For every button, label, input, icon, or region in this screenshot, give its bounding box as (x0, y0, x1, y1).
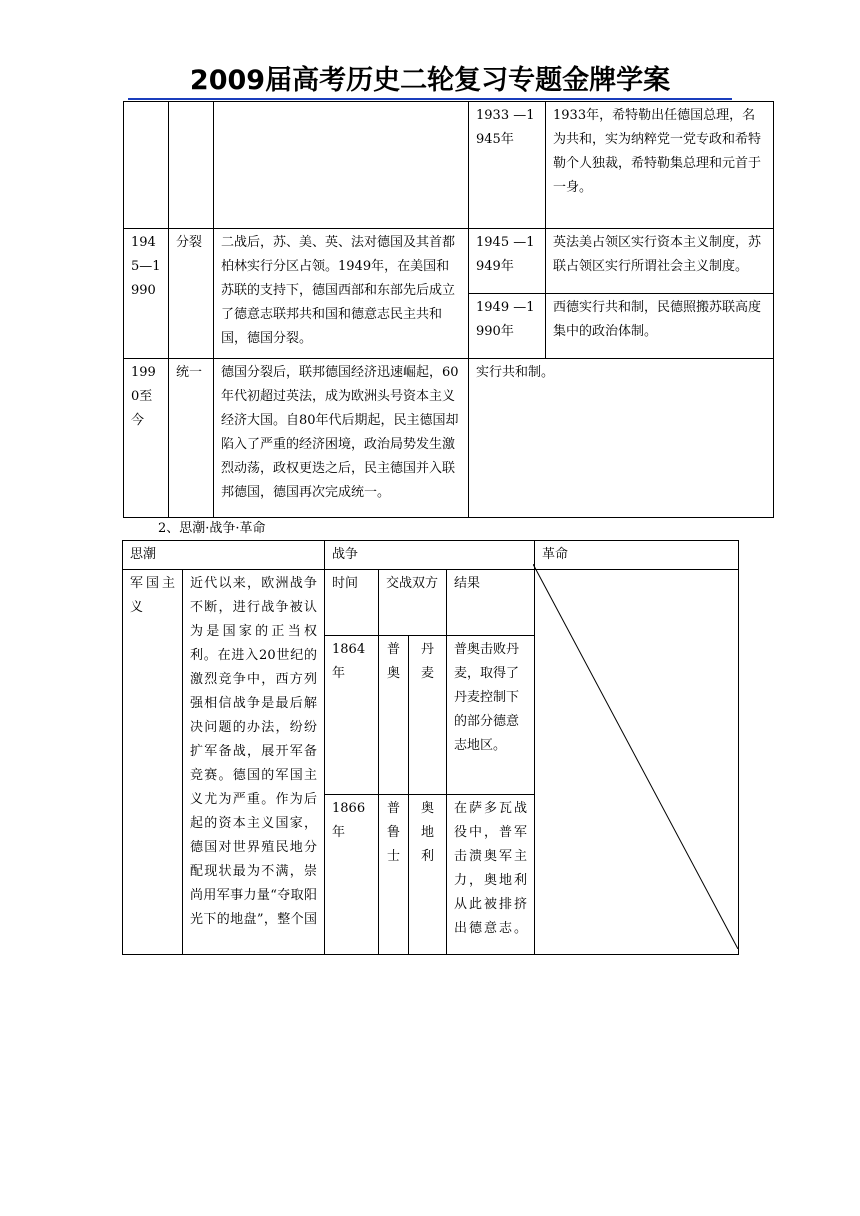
stage-cell: 分裂 (169, 229, 214, 359)
system-cell: 西德实行共和制，民德照搬苏联高度集中的政治体制。 (546, 294, 774, 359)
stage-cell (169, 102, 214, 229)
system-cell: 实行共和制。 (469, 359, 774, 518)
war-side-b-cell: 丹麦 (409, 636, 447, 795)
description-cell: 德国分裂后，联邦德国经济迅速崛起，60年代初超过英法，成为欧洲头号资本主义经济大国。自80年代后期起，民主德国却陷入了严重的经济困境，政治局势发生激烈动荡，政权更迭之后，民主德国并入联邦德国，德国再次完成统一。 (214, 359, 469, 518)
war-side-b-cell: 奥地利 (409, 795, 447, 955)
table-row (124, 229, 774, 294)
war-time-cell: 1864年 (325, 636, 379, 795)
parties-header-cell: 交战双方 (379, 570, 447, 636)
system-cell: 1933年，希特勒出任德国总理，名为共和，实为纳粹党一党专政和希特勒个人独裁，希特勒集总理和元首于一身。 (546, 102, 774, 229)
header-underline (128, 98, 732, 100)
system-cell: 英法美占领区实行资本主义制度，苏联占领区实行所谓社会主义制度。 (546, 229, 774, 294)
time-header-cell: 时间 (325, 570, 379, 636)
period-cell: 1990至今 (124, 359, 169, 518)
war-side-a-cell: 普奥 (379, 636, 409, 795)
years-cell: 1945 —1949年 (469, 229, 546, 294)
header-war: 战争 (325, 541, 535, 570)
table-row (124, 102, 774, 229)
thought-description-cell: 近代以来，欧洲战争不断，进行战争被认为是国家的正当权利。在进入20世纪的激烈竞争中，西方列强相信战争是最后解决问题的办法，纷纷扩军备战，展开军备竞赛。德国的军国主义尤为严重。作为后起的资本主义国家，德国对世界殖民地分配现状最为不满，崇尚用军事力量“夺取阳光下的地盘”，整个国 (183, 570, 325, 955)
war-result-cell: 普奥击败丹麦，取得了丹麦控制下的部分德意志地区。 (447, 636, 535, 795)
war-result-cell: 在萨多瓦战役中，普军击溃奥军主力，奥地利从此被排挤出德意志。 (447, 795, 535, 955)
page-header-title: 2009届高考历史二轮复习专题金牌学案 (189, 65, 671, 96)
table-row (124, 359, 774, 518)
war-time-cell: 1866年 (325, 795, 379, 955)
diagonal-line (533, 564, 738, 949)
germany-history-table (123, 101, 774, 518)
war-side-a-cell: 普鲁士 (379, 795, 409, 955)
period-cell (124, 102, 169, 229)
result-header-cell: 结果 (447, 570, 535, 636)
years-cell: 1949 —1990年 (469, 294, 546, 359)
description-cell (214, 102, 469, 229)
header-revolution: 革命 (535, 541, 739, 570)
stage-cell: 统一 (169, 359, 214, 518)
description-cell: 二战后，苏、美、英、法对德国及其首都柏林实行分区占领。1949年，在美国和苏联的支持下，德国西部和东部先后成立了德意志联邦共和国和德意志民主共和国，德国分裂。 (214, 229, 469, 359)
years-cell: 1933 —1945年 (469, 102, 546, 229)
thought-name-cell: 军国主义 (123, 570, 183, 955)
header-thought: 思潮 (123, 541, 325, 570)
section-caption: 2、思潮·战争·革命 (158, 521, 266, 536)
period-cell: 1945—1990 (124, 229, 169, 359)
